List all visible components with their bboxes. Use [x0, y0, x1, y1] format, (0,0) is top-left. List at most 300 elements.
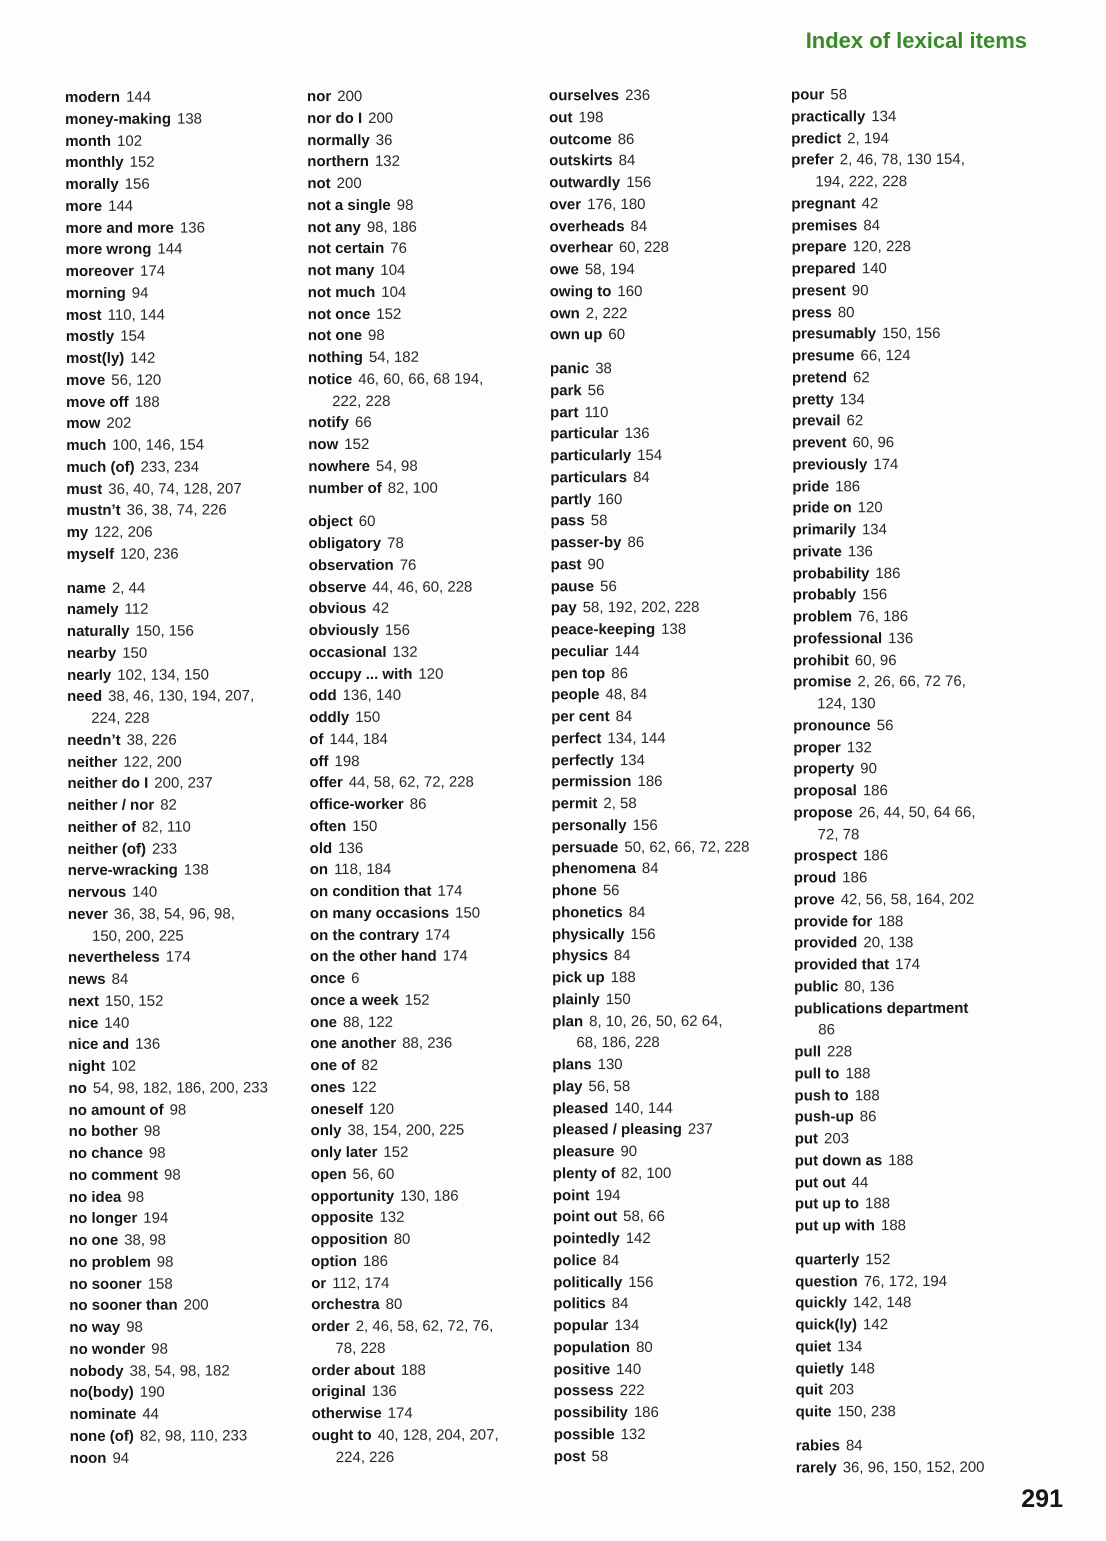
- index-term: obviously: [308, 621, 379, 640]
- entry-line: [794, 932, 1032, 955]
- index-entry: [308, 368, 546, 412]
- index-term: of: [309, 730, 324, 748]
- page-references: 42: [372, 600, 390, 618]
- entry-line: [69, 1186, 307, 1209]
- entry-line: [66, 412, 304, 435]
- page-references: 60: [608, 326, 626, 344]
- entry-line: [68, 1012, 306, 1035]
- index-term: nearly: [67, 666, 112, 684]
- index-entry: [554, 1380, 792, 1403]
- index-entry: [66, 347, 304, 370]
- index-term: outcome: [549, 130, 612, 148]
- entry-line: [793, 606, 1031, 629]
- letter-group: [67, 577, 308, 1470]
- index-term: permission: [551, 773, 632, 791]
- index-term: occasional: [308, 643, 387, 661]
- index-entry: [309, 576, 547, 599]
- page-references: 104: [380, 261, 406, 279]
- index-term: plan: [552, 1012, 584, 1030]
- page-references: 136: [135, 1035, 161, 1054]
- index-term: neither: [67, 753, 118, 771]
- index-term: on condition that: [309, 882, 432, 901]
- page-references: 42, 56, 58, 164, 202: [840, 890, 975, 909]
- entry-line: [310, 924, 548, 947]
- index-entry: [794, 1062, 1032, 1085]
- entry-line: [308, 368, 546, 391]
- entry-line: [67, 664, 305, 687]
- index-entry: [794, 1084, 1032, 1107]
- index-term: popular: [553, 1317, 609, 1335]
- entry-line: [66, 499, 304, 522]
- index-entry: [309, 706, 547, 729]
- index-entry: [66, 325, 304, 348]
- index-entry: [308, 303, 546, 326]
- index-term: prepared: [791, 260, 856, 278]
- index-term: peculiar: [550, 642, 609, 661]
- index-entry: [791, 105, 1029, 128]
- index-entry: [310, 815, 548, 838]
- entry-line: [791, 127, 1029, 150]
- index-term: overhear: [549, 239, 613, 257]
- entry-line: [69, 1273, 307, 1296]
- entry-line: [551, 771, 789, 794]
- page-references: 174: [139, 262, 166, 280]
- entry-line: [308, 346, 546, 369]
- entry-line: [551, 575, 789, 598]
- index-entry: [795, 1215, 1033, 1238]
- page-references: 58, 66: [623, 1208, 665, 1226]
- entry-line: [554, 1445, 792, 1468]
- page-references: 58: [591, 1447, 609, 1465]
- entry-line: [309, 598, 547, 621]
- entry-line: [311, 1163, 549, 1186]
- index-entry: [309, 532, 547, 555]
- page-references: 156: [630, 925, 656, 943]
- index-term: no chance: [68, 1144, 143, 1162]
- page-references: 90: [851, 281, 869, 300]
- index-term: or: [311, 1274, 327, 1292]
- index-term: politically: [553, 1273, 623, 1291]
- page-references: 156: [124, 175, 150, 193]
- page-references: 44: [851, 1173, 869, 1191]
- entry-line: [549, 106, 787, 129]
- index-entry: [550, 379, 788, 402]
- index-term: pleased / pleasing: [552, 1121, 682, 1139]
- index-term: not once: [307, 305, 371, 323]
- page-references: 54, 98: [375, 457, 418, 475]
- entry-line: [67, 642, 305, 665]
- entry-line: [552, 945, 790, 968]
- entry-line: [792, 323, 1030, 346]
- entry-line: [310, 880, 548, 903]
- index-term: prevent: [792, 434, 847, 452]
- index-term: nobody: [69, 1362, 124, 1380]
- index-entry: [308, 477, 546, 500]
- entry-line: [791, 105, 1029, 128]
- index-entry: [552, 1053, 790, 1076]
- entry-line: [70, 1403, 308, 1426]
- index-term: open: [310, 1165, 347, 1183]
- page-references: 198: [334, 752, 360, 770]
- entry-line: [792, 279, 1030, 302]
- index-entry: [70, 1381, 308, 1404]
- entry-line: [794, 910, 1032, 933]
- page-references: 82, 100: [621, 1164, 672, 1182]
- index-entry: [307, 194, 545, 217]
- page-references: 150, 156: [135, 622, 194, 640]
- index-term: one of: [310, 1056, 356, 1075]
- index-term: off: [309, 752, 329, 770]
- entry-line: [309, 554, 547, 577]
- page-references: 156: [384, 621, 410, 639]
- index-term: quarterly: [795, 1250, 860, 1269]
- entry-line: [552, 858, 790, 881]
- index-entry: [67, 620, 305, 643]
- index-entry: [65, 217, 303, 240]
- index-term: plans: [552, 1056, 592, 1074]
- page-references: 188: [880, 1217, 907, 1235]
- page-references: 84: [615, 708, 633, 726]
- entry-line: [792, 366, 1030, 389]
- index-entry: [793, 671, 1031, 715]
- page-references: 84: [613, 947, 631, 965]
- index-entry: [307, 216, 545, 239]
- entry-line: [796, 1379, 1034, 1402]
- entry-line: [310, 989, 548, 1012]
- page-references: 84: [641, 860, 659, 878]
- index-entry: [309, 728, 547, 751]
- index-entry: [552, 988, 790, 1011]
- index-term: provided that: [794, 956, 890, 974]
- index-entry: [549, 193, 787, 216]
- page-references-continued: 86: [818, 1021, 836, 1039]
- page-references-continued: 224, 228: [91, 709, 150, 727]
- index-entry: [310, 946, 548, 969]
- index-entry: [68, 1033, 306, 1056]
- entry-line: [550, 357, 788, 380]
- page-references: 186: [842, 869, 868, 887]
- index-entry: [552, 879, 790, 902]
- entry-line: [795, 1248, 1033, 1271]
- index-entry: [65, 86, 303, 109]
- entry-line: [793, 758, 1031, 781]
- entry-line: [550, 237, 788, 260]
- page-references: 98: [151, 1340, 168, 1358]
- entry-line: [69, 1338, 307, 1361]
- index-term: opportunity: [310, 1187, 395, 1205]
- page-references: 228: [827, 1043, 853, 1061]
- entry-line: [553, 1097, 791, 1120]
- index-entry: [307, 107, 545, 130]
- page-references: 36: [375, 131, 393, 149]
- page-references: 186: [633, 1403, 659, 1422]
- page-references: 150: [355, 708, 381, 726]
- index-term: particulars: [550, 468, 628, 487]
- index-entry: [69, 1251, 307, 1274]
- index-entry: [65, 108, 303, 131]
- page-references: 132: [379, 1209, 405, 1227]
- entry-line: [795, 1357, 1033, 1380]
- entry-line: [793, 519, 1031, 542]
- page-references: 140: [861, 260, 887, 278]
- page-number: 291: [1021, 1485, 1063, 1513]
- index-entry: [549, 150, 787, 173]
- index-entry: [554, 1445, 792, 1468]
- entry-line: [553, 1293, 791, 1316]
- entry-line: [795, 1292, 1033, 1315]
- index-term: no longer: [68, 1210, 138, 1228]
- index-term: more wrong: [65, 240, 152, 259]
- index-entry: [308, 433, 546, 456]
- page-references: 134: [871, 107, 897, 125]
- entry-line: [311, 1315, 549, 1338]
- index-term: possibility: [553, 1404, 628, 1422]
- index-entry: [552, 836, 790, 859]
- entry-line: [549, 84, 787, 107]
- index-entry: [310, 837, 548, 860]
- index-term: nearby: [66, 644, 117, 662]
- index-entry: [307, 129, 545, 152]
- entry-line: [794, 888, 1032, 911]
- index-entry: [793, 714, 1031, 737]
- index-term: propose: [793, 804, 853, 822]
- index-entry: [551, 553, 789, 576]
- letter-group: [307, 85, 546, 499]
- page-references: 237: [687, 1120, 713, 1139]
- entry-line: [553, 1336, 791, 1359]
- page-references: 56, 120: [111, 371, 162, 389]
- entry-line: [310, 1054, 548, 1077]
- page-references: 200: [336, 174, 362, 193]
- index-entry: [311, 1359, 549, 1382]
- index-entry: [67, 729, 305, 752]
- entry-line: [311, 1228, 549, 1251]
- entry-line: [312, 1381, 550, 1404]
- index-entry: [549, 106, 787, 129]
- entry-line: [66, 282, 304, 305]
- page-references: 38: [595, 360, 612, 378]
- index-entry: [794, 975, 1032, 998]
- index-entry: [311, 1185, 549, 1208]
- page-references: 200, 237: [154, 774, 213, 792]
- index-term: no bother: [68, 1123, 138, 1141]
- page-references: 38, 98: [124, 1231, 166, 1249]
- entry-line: [309, 532, 547, 555]
- index-entry: [69, 1360, 307, 1383]
- index-entry: [69, 1142, 307, 1165]
- entry-line: [308, 281, 546, 304]
- index-entry: [793, 649, 1031, 672]
- entry-line: [311, 1294, 549, 1317]
- index-entry: [311, 1141, 549, 1164]
- index-term: proposal: [793, 782, 857, 800]
- entry-line: [308, 238, 546, 261]
- index-term: move: [65, 371, 106, 389]
- index-entry: [65, 173, 303, 196]
- index-term: on many occasions: [309, 904, 450, 922]
- page-references: 2, 46, 78, 130 154,: [839, 151, 965, 169]
- page-references: 98: [148, 1144, 166, 1162]
- entry-line: [68, 946, 306, 969]
- index-term: phone: [551, 882, 597, 900]
- index-entry: [66, 434, 304, 457]
- page-references: 44, 58, 62, 72, 228: [348, 773, 474, 792]
- entry-line: [793, 649, 1031, 672]
- entry-line: [66, 347, 304, 370]
- page-references: 140, 144: [614, 1099, 673, 1117]
- index-term: more and more: [65, 219, 174, 237]
- index-entry: [308, 325, 546, 348]
- entry-line: [549, 128, 787, 151]
- index-entry: [70, 1403, 308, 1426]
- entry-line: [68, 838, 306, 861]
- page-references: 186: [863, 847, 889, 865]
- entry-line: [795, 1270, 1033, 1293]
- entry-line: [795, 1215, 1033, 1238]
- entry-line: [551, 662, 789, 685]
- page-references: 188: [854, 1086, 880, 1104]
- page-references-continued: 224, 226: [335, 1448, 395, 1466]
- page-references: 186: [862, 782, 888, 800]
- entry-line: [552, 836, 790, 859]
- index-entry: [67, 794, 305, 817]
- index-term: practically: [791, 107, 866, 126]
- index-term: nervous: [67, 883, 127, 901]
- index-term: out: [549, 108, 573, 127]
- index-term: positive: [553, 1360, 611, 1378]
- page-references: 138: [183, 861, 209, 879]
- index-term: mostly: [65, 328, 115, 346]
- index-term: not any: [307, 218, 361, 236]
- page-references: 188: [610, 969, 636, 987]
- page-references: 58, 192, 202, 228: [582, 599, 700, 617]
- index-term: not a single: [307, 196, 391, 214]
- entry-line: [550, 444, 788, 467]
- page-references: 80: [393, 1230, 411, 1248]
- index-term: proper: [793, 738, 841, 756]
- index-term: play: [552, 1077, 583, 1096]
- index-entry: [552, 1075, 790, 1098]
- entry-line: [69, 1120, 307, 1143]
- page-references: 50, 62, 66, 72, 228: [624, 838, 750, 856]
- index-entry: [794, 997, 1032, 1041]
- index-entry: [309, 793, 547, 816]
- index-term: nevertheless: [68, 948, 160, 967]
- entry-line: [65, 130, 303, 153]
- index-term: morning: [65, 284, 126, 302]
- index-entry: [68, 1055, 306, 1078]
- entry-line: [65, 151, 303, 174]
- page-references: 102: [116, 132, 143, 150]
- page-references: 144: [157, 240, 183, 258]
- entry-line: [795, 1335, 1033, 1358]
- index-term: no problem: [69, 1253, 151, 1271]
- page-references: 54, 182: [368, 348, 420, 366]
- page-references: 186: [637, 773, 663, 791]
- entry-line: [794, 1062, 1032, 1085]
- entry-line: [310, 946, 548, 969]
- index-term: quite: [795, 1403, 832, 1421]
- entry-line: [309, 728, 547, 751]
- page-references: 54, 98, 182, 186, 200, 233: [92, 1079, 269, 1097]
- index-term: quickly: [795, 1294, 847, 1312]
- index-term: put: [794, 1130, 819, 1148]
- index-entry: [311, 1163, 549, 1186]
- entry-line: [67, 685, 305, 708]
- index-term: not much: [307, 283, 376, 301]
- index-term: over: [549, 195, 582, 214]
- index-entry: [796, 1434, 1034, 1457]
- index-term: next: [68, 992, 100, 1010]
- index-entry: [312, 1381, 550, 1404]
- index-entry: [552, 1010, 790, 1054]
- entry-line: [68, 859, 306, 882]
- entry-line: [549, 150, 787, 173]
- page-references: 152: [376, 305, 402, 323]
- page-references: 174: [387, 1404, 413, 1422]
- entry-line: [308, 477, 546, 500]
- letter-group: [796, 1434, 1034, 1478]
- index-term: no(body): [69, 1384, 134, 1402]
- index-term: rarely: [795, 1458, 837, 1476]
- page-references: 80: [385, 1296, 403, 1314]
- index-column-1: [65, 86, 308, 1469]
- entry-line: [307, 85, 545, 108]
- index-entry: [69, 1120, 307, 1143]
- page-references: 132: [374, 153, 400, 171]
- index-entry: [552, 966, 790, 989]
- entry-line: [552, 814, 790, 837]
- entry-line: [310, 1076, 548, 1099]
- entry-line: [554, 1380, 792, 1403]
- index-entry: [309, 772, 547, 795]
- index-entry: [795, 1357, 1033, 1380]
- index-entry: [792, 475, 1030, 498]
- page-references: 44: [142, 1405, 160, 1423]
- index-entry: [308, 346, 546, 369]
- index-term: offer: [309, 774, 343, 792]
- index-entry: [308, 281, 546, 304]
- page-references: 136: [624, 425, 650, 443]
- index-term: pointedly: [552, 1230, 620, 1248]
- index-term: neither (of): [67, 840, 147, 858]
- index-term: put up to: [794, 1195, 860, 1213]
- page-references: 136: [888, 629, 914, 647]
- entry-line: [794, 1084, 1032, 1107]
- index-term: office-worker: [309, 795, 404, 814]
- index-term: pen top: [551, 664, 606, 682]
- index-entry: [552, 901, 790, 924]
- entry-line: [552, 901, 790, 924]
- index-term: often: [309, 817, 347, 835]
- page-references: 46, 60, 66, 68 194,: [358, 370, 484, 388]
- entry-line: [792, 388, 1030, 411]
- index-term: physics: [552, 947, 608, 965]
- index-entry: [792, 345, 1030, 368]
- index-entry: [794, 932, 1032, 955]
- page-references: 38, 54, 98, 182: [129, 1361, 230, 1380]
- entry-line: [309, 772, 547, 795]
- index-term: opposite: [310, 1209, 374, 1227]
- index-entry: [554, 1401, 792, 1424]
- page-references: 2, 26, 66, 72 76,: [857, 673, 966, 691]
- index-entry: [796, 1379, 1034, 1402]
- index-entry: [310, 1011, 548, 1034]
- entry-line: [551, 618, 789, 641]
- entry-line: [791, 214, 1029, 237]
- index-entry: [68, 1012, 306, 1035]
- index-term: perfect: [551, 729, 602, 748]
